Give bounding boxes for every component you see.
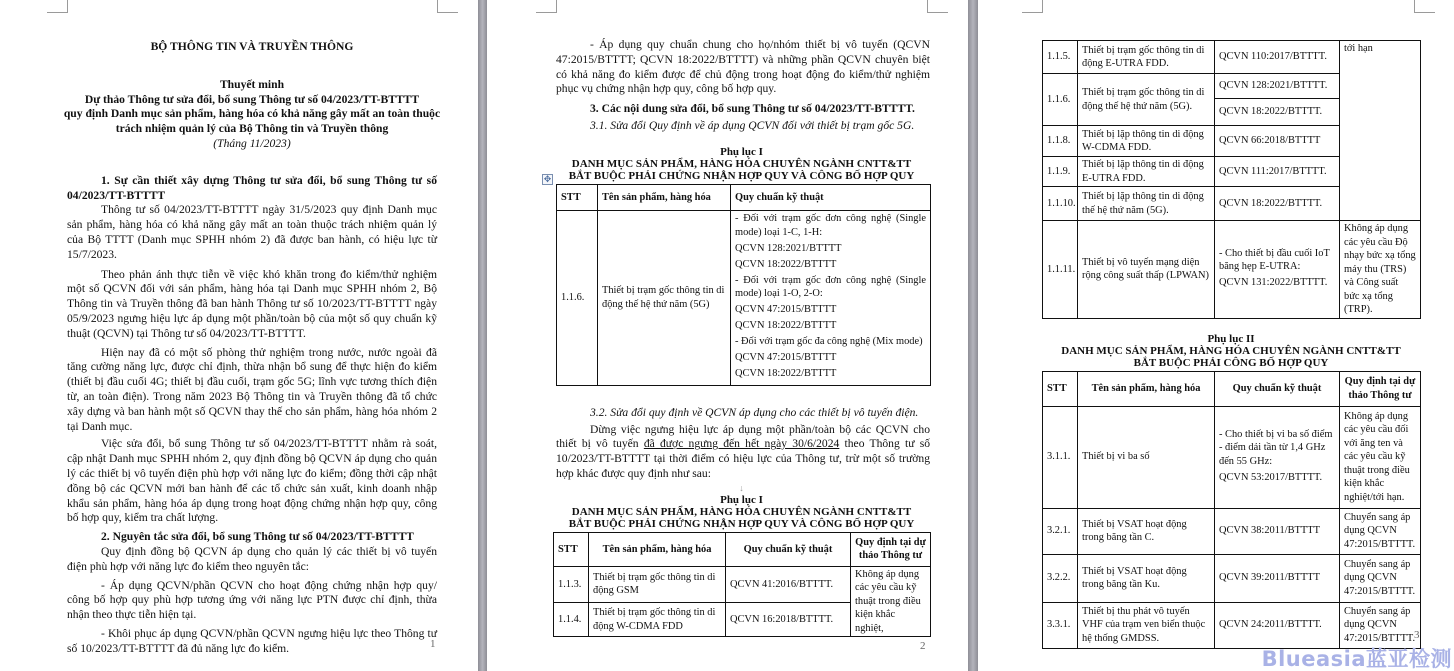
- header-cell: STT: [1043, 371, 1078, 406]
- table-row: [1043, 554, 1421, 602]
- cell-line: - Đối với trạm gốc đa công nghệ (Mix mode): [735, 336, 923, 348]
- cell-line: - Đối với trạm gốc đơn công nghệ (Single mode) loại 1-C, 1-H:: [735, 213, 926, 238]
- note-cell: Chuyển sang áp dụng QCVN 47:2015/BTTTT.: [1340, 508, 1421, 554]
- cell-line: QCVN 53:2017/BTTTT.: [1219, 471, 1323, 483]
- name-cell: Thiết bị lặp thông tin di động thế hệ thứ năm (5G).: [1078, 187, 1215, 221]
- table-row: [557, 210, 931, 385]
- line-break-mark: ↓: [739, 482, 744, 493]
- header-cell: Tên sản phẩm, hàng hóa: [1078, 371, 1215, 406]
- standard-cell: QCVN 111:2017/BTTTT.: [1215, 157, 1340, 187]
- name-cell: Thiết bị trạm gốc thông tin di động E-UTRA FDD.: [1078, 41, 1215, 74]
- paragraph: [556, 423, 930, 482]
- header-cell: Tên sản phẩm, hàng hóa: [589, 532, 726, 566]
- header-cell: Tên sản phẩm, hàng hóa: [598, 184, 731, 210]
- standard-cell: QCVN 41:2016/BTTTT.: [726, 566, 851, 602]
- paragraph: Theo phản ánh thực tiễn về việc khó khăn trong đo kiểm/thử nghiệm một số QCVN đối với sản phẩm, hàng hóa tại Danh mục SPHH nhóm 2, Bộ Thông tin và Truyền thông đã ban hành Thông tư số 10/2023/TT-BTTTT ngày 05/9/2023 ngưng hiệu lực áp dụng một phần/toàn bộ của một số quy chuẩn kỹ thuật (QCVN) tại Thông tư số 04/2023/TT-BTTTT.: [67, 267, 437, 340]
- note-cell: Chuyển sang áp dụng QCVN 47:2015/BTTTT.: [1340, 554, 1421, 602]
- crop-mark: [437, 0, 458, 13]
- name-cell: Thiết bị vô tuyến mạng diện rộng công suất thấp (LPWAN): [1078, 221, 1215, 319]
- appendix-title: Phụ lục I: [720, 145, 763, 158]
- document-page-3[interactable]: [978, 0, 1454, 671]
- doc-title: [57, 93, 447, 137]
- appendix-title: Phụ lục I: [720, 493, 763, 506]
- note-cell: Không áp dụng các yêu cầu kỹ thuật trong điều kiện khắc nghiệt,: [851, 566, 931, 637]
- crop-mark: [47, 0, 68, 13]
- header-cell: Quy chuẩn kỹ thuật: [731, 184, 931, 210]
- table-header-row: [554, 532, 931, 566]
- appendix-line: DANH MỤC SẢN PHẨM, HÀNG HÓA CHUYÊN NGÀNH CNTT&TT: [571, 157, 912, 170]
- appendix-table: [556, 184, 931, 386]
- section-heading-2: 2. Nguyên tắc sửa đổi, bổ sung Thông tư số 04/2023/TT-BTTTT: [101, 530, 414, 544]
- standard-cell: [1215, 406, 1340, 508]
- title-line: quy định Danh mục sản phẩm, hàng hóa có khả năng gây mất an toàn thuộc: [63, 107, 441, 121]
- standard-cell: QCVN 39:2011/BTTTT: [1215, 554, 1340, 602]
- table-header-row: [1043, 371, 1421, 406]
- name-cell: Thiết bị vi ba số: [1078, 406, 1215, 508]
- stt-cell: 1.1.10.: [1043, 187, 1078, 221]
- stt-cell: 3.1.1.: [1043, 406, 1078, 508]
- stt-cell: 1.1.4.: [554, 603, 589, 637]
- crop-mark: [927, 0, 948, 13]
- cell-line: QCVN 18:2022/BTTTT: [735, 320, 837, 332]
- standard-cell: QCVN 16:2018/BTTTT.: [726, 603, 851, 637]
- cell-line: QCVN 128:2021/BTTTT: [735, 242, 842, 254]
- header-cell: Quy chuẩn kỹ thuật: [726, 532, 851, 566]
- ministry-heading: BỘ THÔNG TIN VÀ TRUYỀN THÔNG: [150, 40, 354, 53]
- cell-line: QCVN 18:2022/BTTTT: [735, 258, 837, 270]
- header-cell: STT: [557, 184, 598, 210]
- table-header-row: [557, 184, 931, 210]
- name-cell: Thiết bị trạm gốc thông tin di động GSM: [589, 566, 726, 602]
- paragraph: - Áp dụng QCVN/phần QCVN cho hoạt động chứng nhận hợp quy/ công bố hợp quy phù hợp tương ứng với năng lực PTN được chỉ định, thừa nhận theo thực tiễn hiện tại.: [67, 578, 437, 622]
- name-cell: Thiết bị trạm gốc thông tin di động W-CDMA FDD: [589, 603, 726, 637]
- name-cell: Thiết bị lặp thông tin di động E-UTRA FDD.: [1078, 157, 1215, 187]
- page-number: 3: [1414, 629, 1420, 641]
- page-number: 1: [430, 638, 436, 650]
- appendix-line: DANH MỤC SẢN PHẨM, HÀNG HÓA CHUYÊN NGÀNH CNTT&TT: [571, 505, 912, 518]
- doc-type: Thuyết minh: [219, 77, 285, 91]
- stt-cell: 1.1.5.: [1043, 41, 1078, 74]
- table-row: [1043, 406, 1421, 508]
- header-cell: Quy định tại dự thảo Thông tư: [1340, 371, 1421, 406]
- standard-cell: [1215, 221, 1340, 319]
- standard-cell: QCVN 66:2018/BTTTT: [1215, 126, 1340, 157]
- name-cell: Thiết bị VSAT hoạt động trong băng tần C.: [1078, 508, 1215, 554]
- title-line: Dự thảo Thông tư sửa đổi, bổ sung Thông tư số 04/2023/TT-BTTTT: [84, 92, 420, 106]
- table-row: [1043, 221, 1421, 319]
- stt-cell: 3.2.2.: [1043, 554, 1078, 602]
- page-body: [553, 0, 930, 637]
- standard-cell: QCVN 110:2017/BTTTT.: [1215, 41, 1340, 74]
- appendix-line: BẮT BUỘC PHẢI CHỨNG NHẬN HỢP QUY VÀ CÔNG BỐ HỢP QUY: [568, 517, 915, 530]
- stt-cell: 1.1.6.: [557, 210, 598, 385]
- stt-cell: 1.1.8.: [1043, 126, 1078, 157]
- page-body: [1042, 0, 1420, 649]
- note-cell: Chuyển sang áp dụng QCVN 47:2015/BTTTT.: [1340, 602, 1421, 648]
- cell-line: QCVN 47:2015/BTTTT: [735, 352, 837, 364]
- stt-cell: 1.1.11.: [1043, 221, 1078, 319]
- note-cell: Không áp dụng các yêu cầu đối với ăng ten và các yêu cầu kỹ thuật trong điều kiện khắc nghiệt/tới hạn.: [1340, 406, 1421, 508]
- header-cell: Quy định tại dự thảo Thông tư: [851, 532, 931, 566]
- title-line: trách nhiệm quản lý của Bộ Thông tin và Truyền thông: [115, 122, 389, 136]
- appendix-heading: [541, 146, 942, 182]
- underlined-text: đã được ngưng đến hết ngày 30/6/2024: [643, 437, 840, 451]
- stt-cell: 3.3.1.: [1043, 602, 1078, 648]
- paragraph: - Áp dụng quy chuẩn chung cho họ/nhóm thiết bị vô tuyến (QCVN 47:2015/BTTTT; QCVN 18:2022/BTTTT) và những phần QCVN chuyên biệt có khả năng đo kiểm được để chủ động trong hoạt động đo kiểm/thử nghiệm phục vụ chứng nhận hợp quy, công bố hợp quy.: [556, 38, 930, 96]
- table-row: [1043, 602, 1421, 648]
- table-row: [1043, 508, 1421, 554]
- note-cell: Không áp dụng các yêu cầu Độ nhạy bức xạ tổng máy thu (TRS) và Công suất bức xạ tổng (TRP).: [1340, 221, 1421, 319]
- subsection-3-1: 3.1. Sửa đổi Quy định về áp dụng QCVN đối với thiết bị trạm gốc 5G.: [590, 118, 915, 132]
- name-cell: Thiết bị VSAT hoạt động trong băng tần Ku.: [1078, 554, 1215, 602]
- document-page-2[interactable]: [487, 0, 968, 671]
- paragraph: Hiện nay đã có một số phòng thử nghiệm trong nước, nước ngoài đã tăng cường năng lực, được chỉ định, thừa nhận bổ sung để thực hiện đo kiểm (thiết bị đầu cuối 4G; thiết bị đầu cuối, trạm gốc 5G; lĩnh vực tương thích điện từ, an toàn điện). Trong năm 2023 Bộ Thông tin và Truyền thông đã tổ chức xây dựng và ban hành một số QCVN thay thế cho sản phẩm, hàng hóa nhóm 2 tại Danh mục.: [67, 345, 437, 433]
- standard-cell: QCVN 128:2021/BTTTT.: [1215, 74, 1340, 99]
- cell-line: QCVN 47:2015/BTTTT: [735, 304, 837, 316]
- cell-line: - Đối với trạm gốc đơn công nghệ (Single mode) loại 1-O, 2-O:: [735, 274, 926, 300]
- cell-line: - Cho thiết bị vi ba số điểm - điểm dải tần từ 1,4 GHz đến 55 GHz:: [1219, 428, 1333, 467]
- standard-cell: QCVN 18:2022/BTTTT.: [1215, 187, 1340, 221]
- cell-line: QCVN 18:2022/BTTTT: [735, 368, 837, 380]
- appendix-line: BẮT BUỘC PHẢI CÔNG BỐ HỢP QUY: [1133, 356, 1329, 369]
- table-row: [554, 566, 931, 602]
- note-cell: tới hạn: [1340, 41, 1421, 221]
- standard-cell: [731, 210, 931, 385]
- name-cell: Thiết bị trạm gốc thông tin di động thế hệ thứ năm (5G): [598, 210, 731, 385]
- page-gap: [968, 0, 978, 671]
- table-move-handle-icon[interactable]: ✥: [543, 174, 552, 184]
- appendix-line: BẮT BUỘC PHẢI CHỨNG NHẬN HỢP QUY VÀ CÔNG BỐ HỢP QUY: [568, 169, 915, 182]
- stt-cell: 3.2.1.: [1043, 508, 1078, 554]
- paragraph: Thông tư số 04/2023/TT-BTTTT ngày 31/5/2023 quy định Danh mục sản phẩm, hàng hóa có khả năng gây mất an toàn thuộc trách nhiệm quản lý của Bộ TTTT (Danh mục SPHH nhóm 2) đã được ban hành, có hiệu lực từ 15/7/2023.: [67, 203, 437, 261]
- paragraph: Quy định đồng bộ QCVN áp dụng cho quản lý các thiết bị vô tuyến điện phù hợp với năng lực đo kiểm theo nguyên tắc:: [67, 544, 437, 573]
- name-cell: Thiết bị trạm gốc thông tin di động thế hệ thứ năm (5G).: [1078, 74, 1215, 126]
- table-row: [1043, 41, 1421, 74]
- stt-cell: 1.1.9.: [1043, 157, 1078, 187]
- header-cell: Quy chuẩn kỹ thuật: [1215, 371, 1340, 406]
- page-gap: [478, 0, 487, 671]
- cell-line: QCVN 131:2022/BTTTT.: [1219, 277, 1328, 288]
- appendix-table: [1042, 371, 1421, 649]
- stt-cell: 1.1.6.: [1043, 74, 1078, 126]
- section-heading-1: 1. Sự cần thiết xây dựng Thông tư sửa đổi, bổ sung Thông tư số 04/2023/TT-BTTTT: [67, 173, 437, 202]
- name-cell: Thiết bị thu phát vô tuyến VHF của trạm ven biển thuộc hệ thống GMDSS.: [1078, 602, 1215, 648]
- appendix-table: [553, 532, 931, 638]
- subsection-3-2: 3.2. Sửa đổi quy định về QCVN áp dụng cho các thiết bị vô tuyến điện.: [590, 405, 919, 419]
- appendix-heading: [1030, 333, 1432, 369]
- stt-cell: 1.1.3.: [554, 566, 589, 602]
- standard-cell: QCVN 18:2022/BTTTT.: [1215, 99, 1340, 126]
- appendix-heading: [541, 494, 942, 530]
- appendix-line: DANH MỤC SẢN PHẨM, HÀNG HÓA CHUYÊN NGÀNH CNTT&TT: [1061, 344, 1401, 357]
- paragraph: Việc sửa đổi, bổ sung Thông tư số 04/2023/TT-BTTTT nhằm rà soát, cập nhật Danh mục SPHH nhóm 2, quy định đồng bộ QCVN áp dụng cho quản lý các thiết bị vô tuyến điện phù hợp với năng lực đo kiểm; đồng thời cập nhật đồng bộ các QCVN mới ban hành để các tổ chức sản xuất, kinh doanh nhập khẩu sản phẩm, hàng hóa áp dụng trong hoạt động chứng nhận hợp quy, công bố hợp quy, kiểm tra chất lượng.: [67, 437, 437, 525]
- page-body: [63, 0, 441, 656]
- crop-mark: [1022, 0, 1043, 13]
- text: Dừng việc ngưng hiệu lực áp dụng một phần/toàn bộ các QCVN cho thiết bị vô tuyến: [556, 422, 930, 451]
- text: theo Thông tư số 10/2023/TT-BTTTT tại thời điểm có hiệu lực của Thông tư, trừ một số trường hợp khác được quy định như sau:: [556, 437, 931, 480]
- document-page-1[interactable]: [0, 0, 478, 671]
- header-cell: STT: [554, 532, 589, 566]
- cell-line: - Cho thiết bị đầu cuối IoT băng hẹp E-UTRA:: [1219, 247, 1330, 272]
- section-heading-3: 3. Các nội dung sửa đổi, bổ sung Thông tư số 04/2023/TT-BTTTT.: [590, 102, 915, 116]
- standard-cell: QCVN 38:2011/BTTTT: [1215, 508, 1340, 554]
- page-number: 2: [920, 640, 926, 652]
- standard-cell: QCVN 24:2011/BTTTT.: [1215, 602, 1340, 648]
- watermark-logo: Blueasia蓝亚检测: [1261, 647, 1452, 671]
- appendix-table-continued: [1042, 40, 1421, 319]
- appendix-title: Phụ lục II: [1207, 332, 1255, 345]
- doc-date: (Tháng 11/2023): [213, 136, 291, 150]
- paragraph: - Khôi phục áp dụng QCVN/phần QCVN ngưng hiệu lực theo Thông tư số 10/2023/TT-BTTTT đã đủ năng lực đo kiểm.: [67, 626, 437, 655]
- name-cell: Thiết bị lặp thông tin di động W-CDMA FDD.: [1078, 126, 1215, 157]
